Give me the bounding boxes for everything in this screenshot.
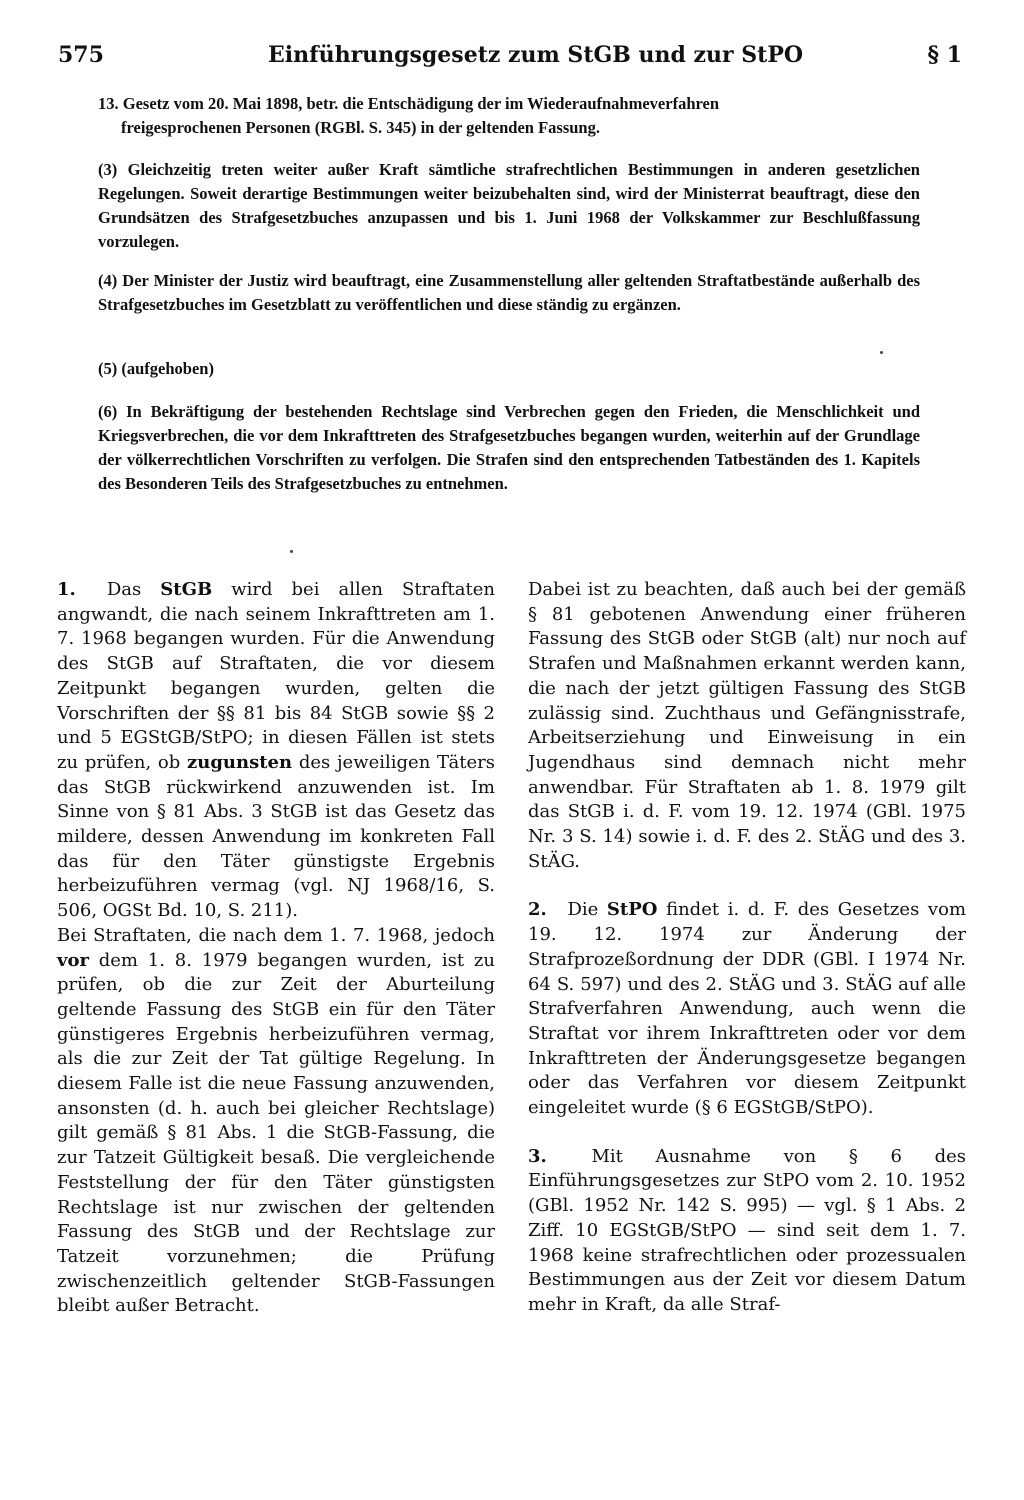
law-paragraph-5: (5) (aufgehoben) [98, 359, 214, 378]
note-emphasis: zugunsten [187, 751, 293, 773]
note-number: 3. [528, 1145, 547, 1167]
commentary-note-1 [57, 578, 495, 924]
commentary-note-1-paragraph-2 [57, 924, 495, 1319]
commentary-note-3 [528, 1145, 966, 1318]
commentary-right-column [528, 578, 966, 1318]
commentary-left-column [57, 578, 495, 1319]
note-emphasis: StGB [160, 579, 213, 600]
scan-speck [290, 550, 293, 553]
note-emphasis: StPO [606, 899, 658, 921]
note-number: 2. [528, 899, 547, 921]
scan-speck [880, 351, 883, 354]
commentary-note-1-continued: Dabei ist zu beachten, daß auch bei der gemäß § 81 gebotenen Anwendung einer früheren Fassung des StGB oder StGB (alt) nur noch auf Strafen und Maßnahmen erkannt werden kann, die nach der jetzt gültigen Fassung des StGB zulässig sind. Zuchthaus und Gefängnisstrafe, Arbeitserziehung und Einweisung in ein Jugendhaus sind demnach nicht mehr anwendbar. Für Straftaten ab 1. 8. 1979 gilt das StGB i. d. F. vom 19. 12. 1974 (GBl. 1975 Nr. 3 S. 14) sowie i. d. F. des 2. StÄG und des 3. StÄG. [528, 579, 966, 872]
note-text: des jeweiligen Täters das StGB rückwirkend anzuwenden ist. Im Sinne von § 81 Abs. 3 StGB ist das Gesetz das mildere, dessen Anwendung im konkreten Fall das für den Täter günstigste Ergebnis herbeizuführen vermag (vgl. NJ 1968/16, S. 506, OGSt Bd. 10, S. 211). [57, 751, 495, 922]
commentary-note-2 [528, 898, 966, 1120]
law-paragraph-6: (6) In Bekräftigung der bestehenden Rechtslage sind Verbrechen gegen den Frieden, die Menschlichkeit und Kriegsverbrechen, die vor dem Inkrafttreten des Strafgesetzbuches begangen wurden, weiterhin auf der Grundlage der völkerrechtlichen Vorschriften zu verfolgen. Die Strafen sind den entsprechenden Tatbeständen des 1. Kapitels des Besonderen Teils des Strafgesetzbuches zu entnehmen. [98, 402, 920, 493]
note-text: Das [106, 579, 161, 600]
section-mark: § 1 [927, 42, 962, 68]
law-paragraph-4: (4) Der Minister der Justiz wird beauftragt, eine Zusammenstellung aller geltenden Straftatbestände außerhalb des Strafgesetzbuches im Gesetzblatt zu veröffentlichen und diese ständig zu ergänzen. [98, 271, 920, 314]
note-text: Die [567, 899, 607, 921]
page-number: 575 [58, 42, 104, 68]
note-emphasis: vor [57, 949, 89, 971]
law-item-13-line1: 13. Gesetz vom 20. Mai 1898, betr. die Entschädigung der im Wiederaufnahmeverfahren [98, 94, 720, 113]
note-text: findet i. d. F. des Gesetzes vom 19. 12. 1974 zur Änderung der Strafprozeßordnung der DDR (GBl. I 1974 Nr. 64 S. 597) und des 2. StÄG und 3. StÄG auf alle Strafverfahren Anwendung, auch wenn die Straftat vor ihrem Inkrafttreten oder vor dem Inkrafttreten der Änderungsgesetze begangen oder das Verfahren vor diesem Zeitpunkt eingeleitet wurde (§ 6 EGStGB/StPO). [528, 899, 967, 1119]
running-title: Einführungsgesetz zum StGB und zur StPO [268, 42, 804, 68]
law-item-13 [98, 92, 920, 140]
note-number: 1. [57, 579, 76, 600]
page-header [58, 42, 962, 78]
note-text: dem 1. 8. 1979 begangen wurden, ist zu prüfen, ob die zur Zeit der Aburteilung geltende Fassung des StGB ein für den Täter günstigeres Ergebnis herbeizuführen vermag, als die zur Zeit der Tat gültige Regelung. In diesem Falle ist die neue Fassung anzuwenden, ansonsten (d. h. auch bei gleicher Rechtslage) gilt gemäß § 81 Abs. 1 die StGB-Fassung, die zur Tatzeit Gültigkeit besaß. Die vergleichende Feststellung der für den Täter günstigsten Rechtslage ist nur zwischen der geltenden Fassung des StGB und der Rechtslage zur Tatzeit vorzunehmen; die Prüfung zwischenzeitlich geltender StGB-Fassungen bleibt außer Betracht. [57, 949, 495, 1317]
law-item-13-line2: freigesprochenen Personen (RGBl. S. 345) in der geltenden Fassung. [121, 118, 600, 137]
note-text: wird bei allen Straftaten angwandt, die nach seinem Inkrafttreten am 1. 7. 1968 begangen wurden. Für die Anwendung des StGB auf Straftaten, die vor diesem Zeitpunkt begangen wurden, gelten die Vorschriften der §§ 81 bis 84 StGB sowie §§ 2 und 5 EGStGB/StPO; in diesen Fällen ist stets zu prüfen, ob [57, 579, 495, 773]
note-text: Bei Straftaten, die nach dem 1. 7. 1968, jedoch [57, 924, 495, 946]
law-paragraph-3: (3) Gleichzeitig treten weiter außer Kraft sämtliche strafrechtlichen Bestimmungen in anderen gesetzlichen Regelungen. Soweit derartige Bestimmungen weiter beizubehalten sind, wird der Ministerrat beauftragt, diese den Grundsätzen des Strafgesetzbuches anzupassen und bis 1. Juni 1968 der Volkskammer zur Beschlußfassung vorzulegen. [98, 160, 920, 251]
note-text: Mit Ausnahme von § 6 des Einführungsgesetzes zur StPO vom 2. 10. 1952 (GBl. 1952 Nr. 142 S. 995) — vgl. § 1 Abs. 2 Ziff. 10 EGStGB/StPO — sind seit dem 1. 7. 1968 keine strafrechtlichen oder prozessualen Bestimmungen aus der Zeit vor diesem Datum mehr in Kraft, da alle Straf- [528, 1145, 966, 1315]
